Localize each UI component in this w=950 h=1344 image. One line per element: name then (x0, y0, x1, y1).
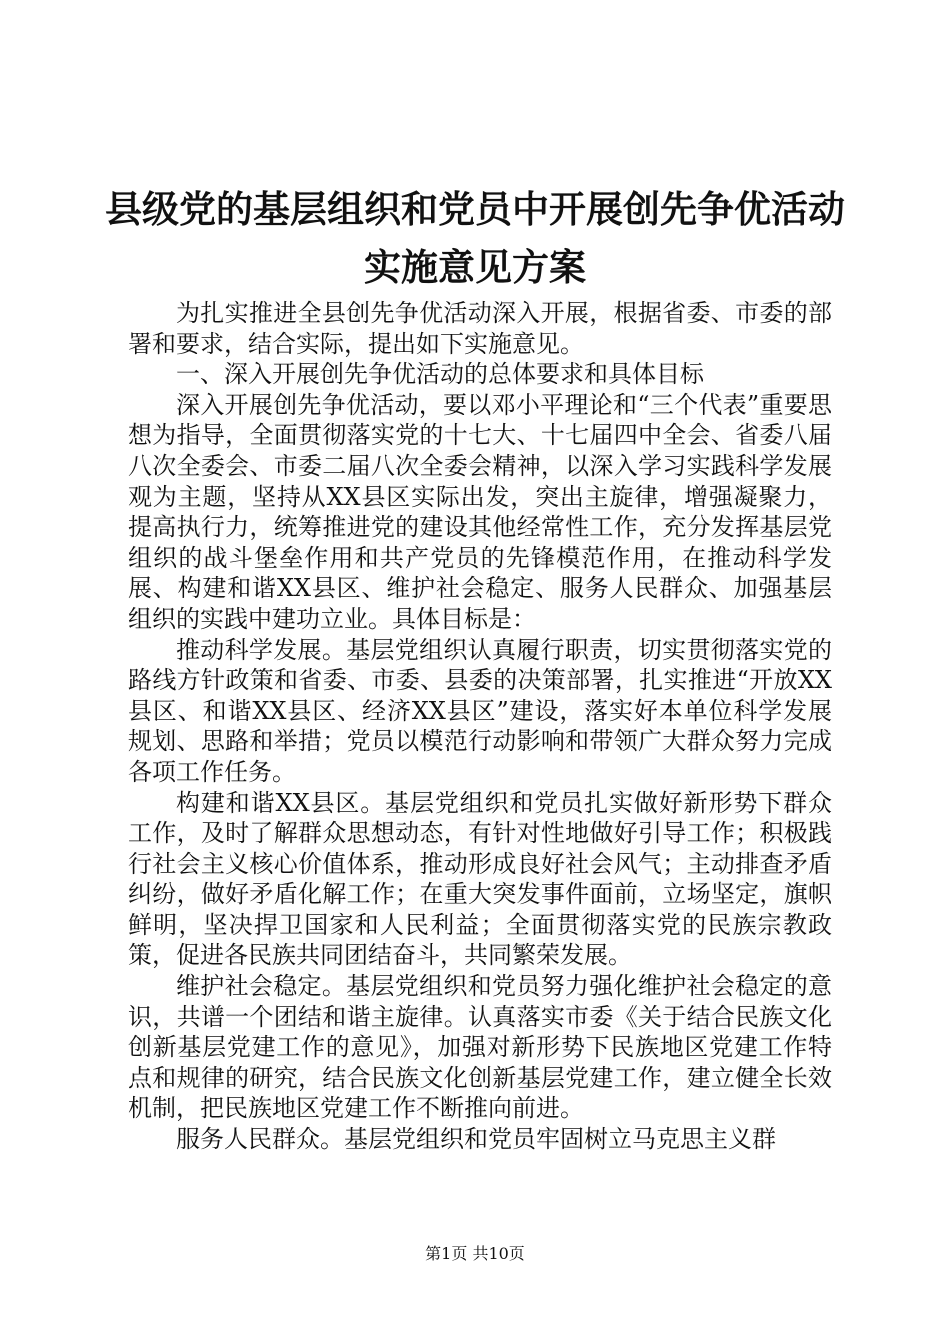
paragraph-serve-people: 服务人民群众。基层党组织和党员牢固树立马克思主义群 (176, 1125, 776, 1154)
section-heading-1: 一、深入开展创先争优活动的总体要求和具体目标 (176, 360, 704, 389)
document-title-line-1: 县级党的基层组织和党员中开展创先争优活动 (105, 188, 845, 231)
document-body (128, 298, 832, 1155)
page-footer: 第1页 共10页 (425, 1244, 525, 1263)
paragraph-overall-requirements: 深入开展创先争优活动，要以邓小平理论和“三个代表”重要思想为指导，全面贯彻落实党的十七大、十七届四中全会、省委八届八次全委会、市委二届八次全委会精神，以深入学习实践科学发展观为主题，坚持从XX县区实际出发，突出主旋律，增强凝聚力，提高执行力，统筹推进党的建设其他经常性工作，充分发挥基层党组织的战斗堡垒作用和共产党员的先锋模范作用，在推动科学发展、构建和谐XX县区、维护社会稳定、服务人民群众、加强基层组织的实践中建功立业。具体目标是： (128, 390, 832, 633)
paragraph-social-stability: 维护社会稳定。基层党组织和党员努力强化维护社会稳定的意识，共谱一个团结和谐主旋律。认真落实市委《关于结合民族文化创新基层党建工作的意见》，加强对新形势下民族地区党建工作特点和规律的研究，结合民族文化创新基层党建工作，建立健全长效机制，把民族地区党建工作不断推向前进。 (128, 972, 832, 1123)
paragraph-promote-development: 推动科学发展。基层党组织认真履行职责，切实贯彻落实党的路线方针政策和省委、市委、县委的决策部署，扎实推进“开放XX县区、和谐XX县区、经济XX县区”建设，落实好本单位科学发展规划、思路和举措；党员以模范行动影响和带领广大群众努力完成各项工作任务。 (128, 635, 832, 786)
paragraph-harmonious-county: 构建和谐XX县区。基层党组织和党员扎实做好新形势下群众工作，及时了解群众思想动态，有针对性地做好引导工作；积极践行社会主义核心价值体系，推动形成良好社会风气；主动排查矛盾纠纷，做好矛盾化解工作；在重大突发事件面前，立场坚定，旗帜鲜明，坚决捍卫国家和人民利益；全面贯彻落实党的民族宗教政策，促进各民族共同团结奋斗，共同繁荣发展。 (128, 788, 832, 970)
paragraph-intro: 为扎实推进全县创先争优活动深入开展，根据省委、市委的部署和要求，结合实际，提出如下实施意见。 (128, 299, 832, 358)
document-title-line-2: 实施意见方案 (364, 246, 586, 289)
